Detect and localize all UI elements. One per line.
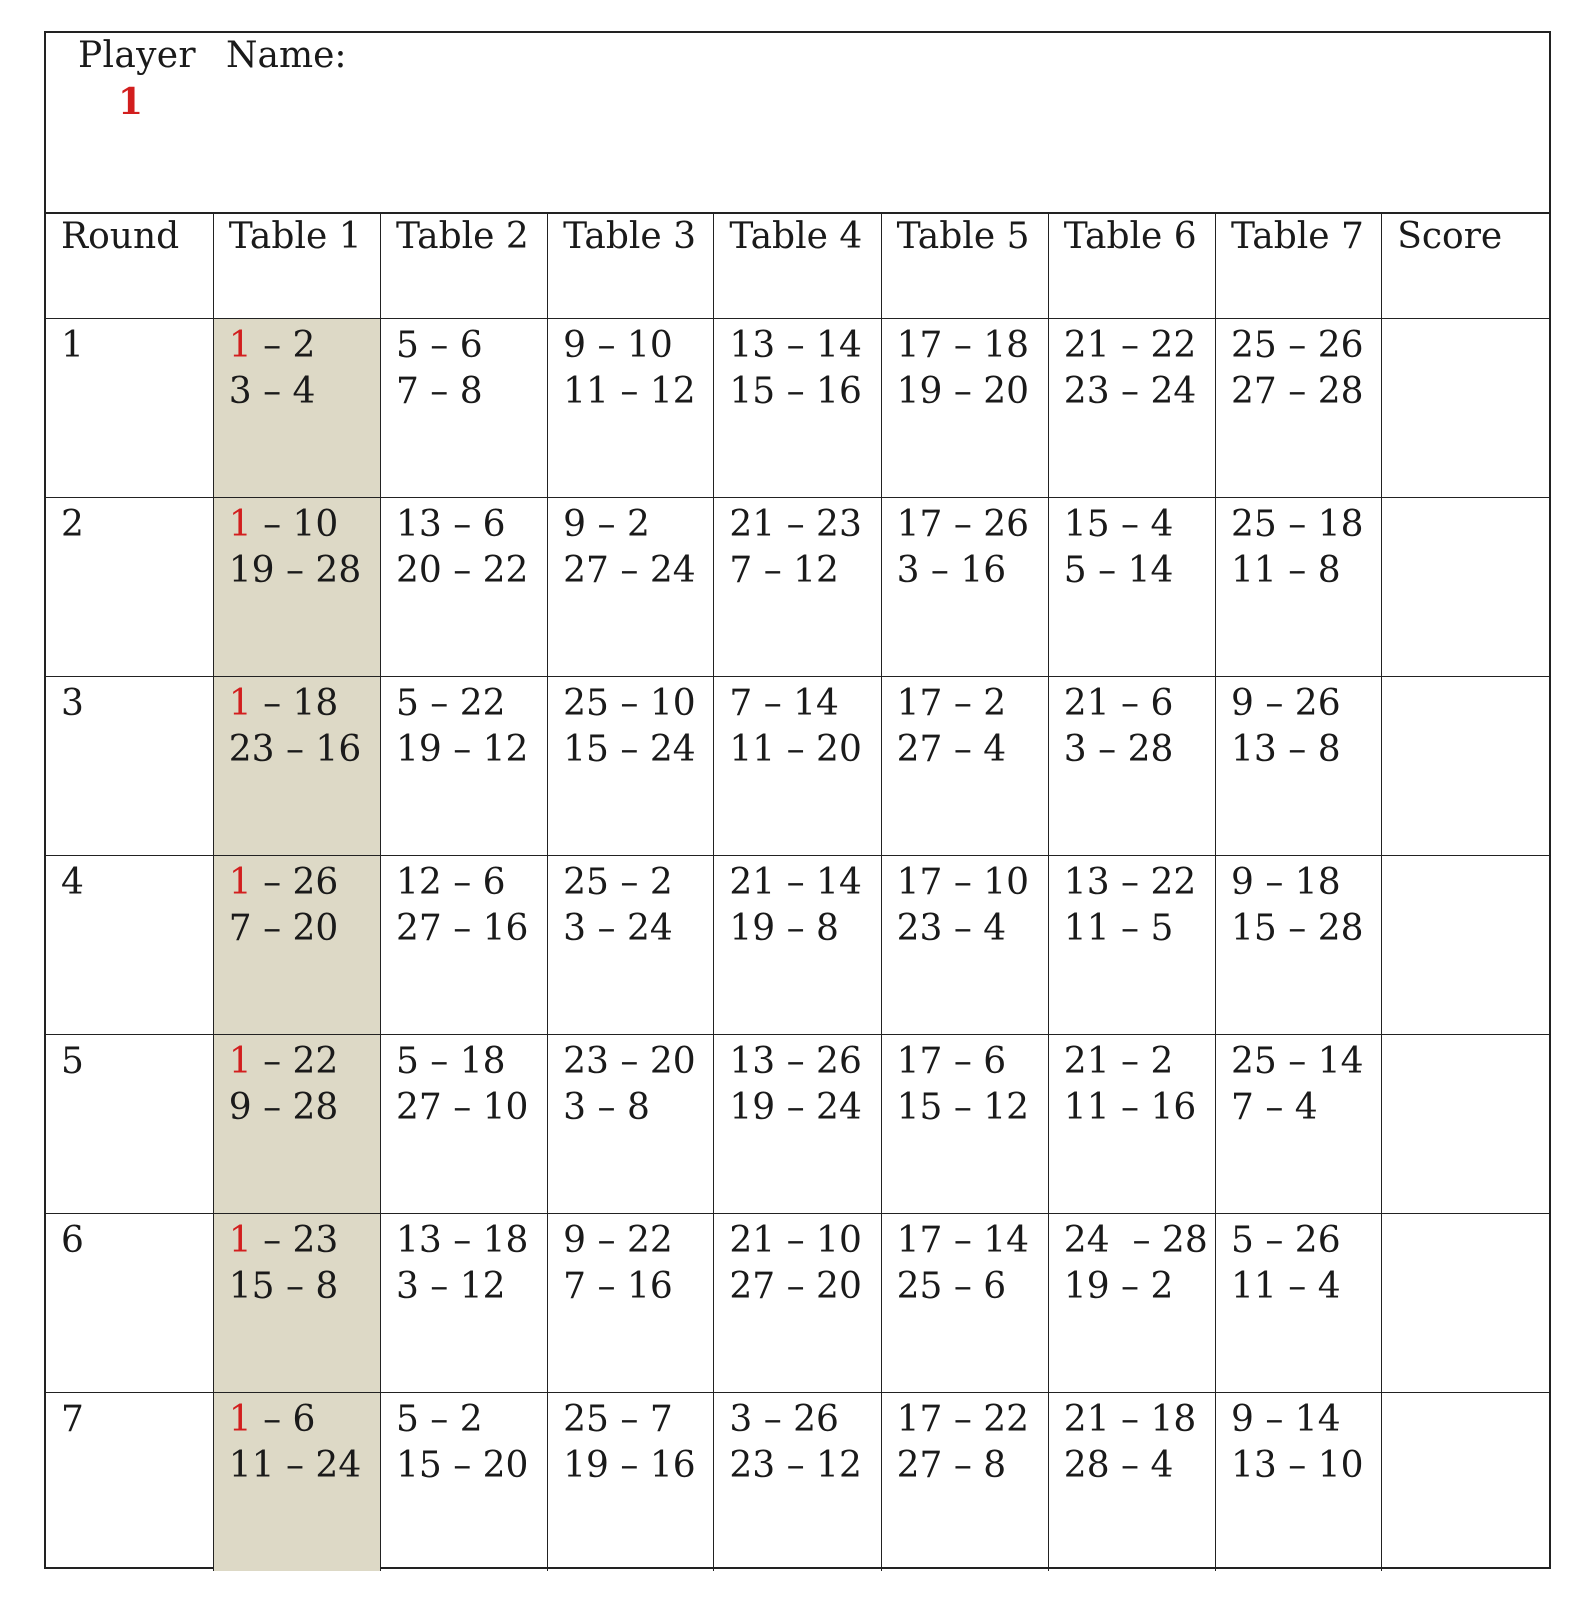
pairing-line [729, 1218, 880, 1264]
pairing-line: 27 – 4 [896, 728, 1007, 770]
pairing-line: 3 – 16 [896, 549, 1007, 591]
round-row [46, 1392, 1549, 1571]
table-cell [881, 497, 1048, 676]
pairing-line: 3 – 4 [228, 370, 316, 412]
table-cell [1048, 676, 1215, 855]
pairing-line [1064, 860, 1215, 906]
pairing-text: 17 – 14 [896, 1219, 1030, 1261]
table-cell [548, 1213, 714, 1392]
pairing-text: 21 – 2 [1063, 1040, 1174, 1082]
pairing-line: 7 – 12 [729, 549, 839, 591]
table-cell [380, 497, 547, 676]
score-cell[interactable] [1382, 676, 1549, 855]
player-highlight: 1 [228, 503, 252, 545]
pairing-line [563, 323, 713, 369]
table-cell [548, 318, 714, 497]
column-header: Table 1 [213, 212, 380, 318]
pairing-line [396, 1218, 547, 1264]
pairing-line [229, 502, 380, 548]
pairing-line [1231, 1218, 1381, 1264]
pairing-line [563, 1397, 713, 1443]
table-cell [714, 1213, 881, 1392]
pairing-line: 3 – 24 [563, 907, 673, 949]
pairing-text: 21 – 6 [1063, 682, 1174, 724]
table-cell [548, 1392, 714, 1571]
table-cell [714, 1392, 881, 1571]
table-cell [714, 318, 881, 497]
pairing-text: 9 – 2 [563, 503, 650, 545]
pairing-line [1231, 323, 1381, 369]
table-cell [881, 1034, 1048, 1213]
score-cell[interactable] [1382, 855, 1549, 1034]
round-row [46, 318, 1549, 497]
pairing-line: 11 – 8 [1231, 549, 1341, 591]
column-header: Table 7 [1216, 212, 1382, 318]
pairing-text: 12 – 6 [395, 861, 506, 903]
table-cell [881, 1392, 1048, 1571]
pairing-line [1064, 1039, 1215, 1085]
pairing-line: 15 – 24 [563, 728, 696, 770]
player-highlight: 1 [228, 324, 252, 366]
table-cell [548, 676, 714, 855]
column-header: Table 3 [548, 212, 714, 318]
column-header: Table 6 [1048, 212, 1215, 318]
pairing-line: 23 – 4 [896, 907, 1007, 949]
pairing-text: 5 – 2 [395, 1398, 483, 1440]
pairing-line: 11 – 5 [1063, 907, 1174, 949]
pairing-line [563, 1218, 713, 1264]
pairing-text: 24 – 28 [1063, 1219, 1208, 1261]
pairing-line [563, 502, 713, 548]
pairing-line: 27 – 24 [563, 549, 696, 591]
score-cell[interactable] [1382, 1213, 1549, 1392]
pairing-text: 15 – 4 [1063, 503, 1174, 545]
pairing-line: 7 – 8 [395, 370, 483, 412]
table-cell [1216, 318, 1382, 497]
pairing-line [396, 323, 547, 369]
pairing-line: 27 – 8 [896, 1444, 1007, 1486]
pairing-text: 9 – 26 [1231, 682, 1341, 724]
pairing-text: 13 – 14 [729, 324, 862, 366]
pairing-line: 19 – 12 [395, 728, 529, 770]
pairing-text: – 10 [251, 503, 339, 545]
pairing-line [1064, 323, 1215, 369]
pairing-line: 7 – 20 [228, 907, 339, 949]
pairing-line [396, 860, 547, 906]
pairing-text: 21 – 18 [1063, 1398, 1197, 1440]
pairing-line [229, 860, 380, 906]
pairing-text: 9 – 22 [563, 1219, 673, 1261]
table-cell [213, 318, 380, 497]
pairing-line: 27 – 20 [729, 1265, 862, 1307]
player-highlight: 1 [228, 861, 252, 903]
pairing-text: 21 – 14 [729, 861, 862, 903]
pairing-text: 17 – 22 [896, 1398, 1030, 1440]
table-cell [548, 855, 714, 1034]
table-cell [1216, 497, 1382, 676]
pairing-text: 9 – 14 [1231, 1398, 1341, 1440]
pairing-line: 15 – 16 [729, 370, 862, 412]
table-cell [380, 676, 547, 855]
pairing-line: 5 – 14 [1063, 549, 1174, 591]
pairing-line: 23 – 16 [228, 728, 362, 770]
table-cell [714, 497, 881, 676]
round-number: 5 [46, 1034, 213, 1213]
round-row [46, 1213, 1549, 1392]
round-number: 7 [46, 1392, 213, 1571]
round-number: 1 [46, 318, 213, 497]
pairing-line [229, 323, 380, 369]
pairing-text: 25 – 14 [1231, 1040, 1364, 1082]
table-cell [380, 1392, 547, 1571]
pairing-text: 3 – 26 [729, 1398, 839, 1440]
pairing-text: – 26 [251, 861, 339, 903]
pairing-line: 13 – 10 [1231, 1444, 1364, 1486]
pairing-line: 15 – 20 [395, 1444, 529, 1486]
pairing-text: 25 – 10 [563, 682, 696, 724]
pairing-line: 15 – 12 [896, 1086, 1030, 1128]
pairing-line [1231, 1039, 1381, 1085]
pairing-line [229, 681, 380, 727]
pairing-text: 17 – 26 [896, 503, 1030, 545]
table-cell [1216, 1034, 1382, 1213]
pairing-line: 19 – 20 [896, 370, 1030, 412]
column-header: Round [46, 212, 213, 318]
header-row [46, 212, 1549, 318]
pairing-line: 11 – 4 [1231, 1265, 1341, 1307]
round-number: 3 [46, 676, 213, 855]
pairing-line: 19 – 8 [729, 907, 839, 949]
pairing-text: 25 – 18 [1231, 503, 1364, 545]
round-number: 4 [46, 855, 213, 1034]
player-highlight: 1 [228, 1040, 252, 1082]
pairing-line: 11 – 16 [1063, 1086, 1197, 1128]
pairing-line [1231, 1397, 1381, 1443]
table-cell [548, 497, 714, 676]
pairing-line: 23 – 12 [729, 1444, 862, 1486]
pairing-text: 25 – 26 [1231, 324, 1364, 366]
pairing-line: 19 – 24 [729, 1086, 862, 1128]
pairing-line [1064, 502, 1215, 548]
table-cell [881, 855, 1048, 1034]
pairing-line [729, 681, 880, 727]
table-cell [213, 855, 380, 1034]
pairing-line: 13 – 8 [1231, 728, 1341, 770]
pairing-line: 19 – 28 [228, 549, 362, 591]
pairing-text: 13 – 22 [1063, 861, 1197, 903]
pairing-line [229, 1218, 380, 1264]
pairing-line: 27 – 10 [395, 1086, 529, 1128]
pairing-line [1064, 1397, 1215, 1443]
pairing-text: 17 – 10 [896, 861, 1030, 903]
pairing-line [563, 860, 713, 906]
pairing-line [729, 323, 880, 369]
pairing-text: – 6 [251, 1398, 316, 1440]
pairing-line: 27 – 16 [395, 907, 529, 949]
player-highlight: 1 [228, 1219, 252, 1261]
table-cell [1048, 1213, 1215, 1392]
table-cell [1048, 1392, 1215, 1571]
round-number: 2 [46, 497, 213, 676]
pairing-text: 13 – 6 [395, 503, 506, 545]
pairing-line: 3 – 8 [563, 1086, 650, 1128]
table-cell [1048, 855, 1215, 1034]
pairing-line [729, 860, 880, 906]
pairing-line [396, 681, 547, 727]
player-highlight: 1 [228, 1398, 252, 1440]
pairing-line [229, 1039, 380, 1085]
schedule-table [46, 212, 1549, 1571]
pairing-line [897, 1218, 1048, 1264]
pairing-line: 15 – 28 [1231, 907, 1364, 949]
pairing-line [897, 1039, 1048, 1085]
pairing-line [729, 502, 880, 548]
round-number: 6 [46, 1213, 213, 1392]
pairing-line: 20 – 22 [395, 549, 529, 591]
pairing-line: 11 – 20 [729, 728, 862, 770]
table-cell [714, 1034, 881, 1213]
table-cell [1216, 855, 1382, 1034]
pairing-line [897, 502, 1048, 548]
column-header: Table 5 [881, 212, 1048, 318]
pairing-line [563, 1039, 713, 1085]
pairing-text: 9 – 18 [1231, 861, 1341, 903]
table-cell [1216, 676, 1382, 855]
table-cell [213, 1392, 380, 1571]
pairing-line: 7 – 4 [1231, 1086, 1318, 1128]
table-cell [881, 676, 1048, 855]
table-cell [213, 1034, 380, 1213]
pairing-line: 9 – 28 [228, 1086, 339, 1128]
pairing-line [563, 681, 713, 727]
pairing-text: 25 – 2 [563, 861, 673, 903]
pairing-line [1064, 1218, 1215, 1264]
score-cell[interactable] [1382, 318, 1549, 497]
column-header: Score [1382, 212, 1549, 318]
table-cell [881, 318, 1048, 497]
table-cell [714, 676, 881, 855]
table-cell [881, 1213, 1048, 1392]
pairing-text: 5 – 18 [395, 1040, 506, 1082]
table-cell [1216, 1392, 1382, 1571]
pairing-text: – 18 [251, 682, 339, 724]
pairing-text: 23 – 20 [563, 1040, 696, 1082]
pairing-line [897, 1397, 1048, 1443]
score-cell[interactable] [1382, 1034, 1549, 1213]
pairing-text: 9 – 10 [563, 324, 673, 366]
pairing-text: – 2 [251, 324, 316, 366]
pairing-line [729, 1039, 880, 1085]
round-row [46, 676, 1549, 855]
pairing-text: 21 – 23 [729, 503, 862, 545]
player-number: 1 [118, 81, 144, 123]
table-cell [1048, 1034, 1215, 1213]
score-cell[interactable] [1382, 1392, 1549, 1571]
pairing-line [729, 1397, 880, 1443]
pairing-line: 27 – 28 [1231, 370, 1364, 412]
pairing-line [396, 1397, 547, 1443]
pairing-text: 17 – 2 [896, 682, 1007, 724]
pairing-text: 5 – 26 [1231, 1219, 1341, 1261]
table-cell [1216, 1213, 1382, 1392]
pairing-text: 21 – 22 [1063, 324, 1197, 366]
table-cell [1048, 318, 1215, 497]
pairing-line: 11 – 12 [563, 370, 696, 412]
table-cell [213, 1213, 380, 1392]
pairing-line: 23 – 24 [1063, 370, 1197, 412]
pairing-line [897, 323, 1048, 369]
player-highlight: 1 [228, 682, 252, 724]
pairing-line [396, 502, 547, 548]
pairing-line: 3 – 28 [1063, 728, 1174, 770]
pairing-line: 25 – 6 [896, 1265, 1007, 1307]
table-cell [380, 318, 547, 497]
round-row [46, 497, 1549, 676]
pairing-line [897, 681, 1048, 727]
player-label: Player [78, 35, 196, 76]
schedule-body [46, 212, 1549, 1571]
pairing-text: 17 – 18 [896, 324, 1030, 366]
pairing-text: 5 – 22 [395, 682, 506, 724]
pairing-text: 25 – 7 [563, 1398, 673, 1440]
pairing-line: 19 – 16 [563, 1444, 696, 1486]
round-row [46, 1034, 1549, 1213]
score-cell[interactable] [1382, 497, 1549, 676]
pairing-line [1231, 502, 1381, 548]
table-cell [213, 676, 380, 855]
pairing-text: – 23 [251, 1219, 339, 1261]
player-header [46, 33, 1549, 214]
pairing-text: – 22 [251, 1040, 339, 1082]
pairing-line [229, 1397, 380, 1443]
pairing-line: 19 – 2 [1063, 1265, 1174, 1307]
table-cell [380, 855, 547, 1034]
pairing-line [1064, 681, 1215, 727]
pairing-line [1231, 860, 1381, 906]
pairing-line [396, 1039, 547, 1085]
pairing-line: 15 – 8 [228, 1265, 339, 1307]
column-header: Table 2 [380, 212, 547, 318]
column-header: Table 4 [714, 212, 881, 318]
pairing-line: 3 – 12 [395, 1265, 506, 1307]
pairing-line: 11 – 24 [228, 1444, 362, 1486]
table-cell [213, 497, 380, 676]
round-row [46, 855, 1549, 1034]
table-cell [714, 855, 881, 1034]
table-cell [1048, 497, 1215, 676]
pairing-text: 5 – 6 [395, 324, 483, 366]
pairing-line: 28 – 4 [1063, 1444, 1174, 1486]
table-cell [548, 1034, 714, 1213]
pairing-text: 21 – 10 [729, 1219, 862, 1261]
score-sheet [44, 31, 1551, 1569]
pairing-line [897, 860, 1048, 906]
pairing-text: 7 – 14 [729, 682, 839, 724]
name-label: Name: [226, 35, 347, 76]
pairing-line: 7 – 16 [563, 1265, 673, 1307]
table-cell [380, 1034, 547, 1213]
table-cell [380, 1213, 547, 1392]
pairing-text: 17 – 6 [896, 1040, 1007, 1082]
pairing-text: 13 – 26 [729, 1040, 862, 1082]
pairing-line [1231, 681, 1381, 727]
pairing-text: 13 – 18 [395, 1219, 529, 1261]
